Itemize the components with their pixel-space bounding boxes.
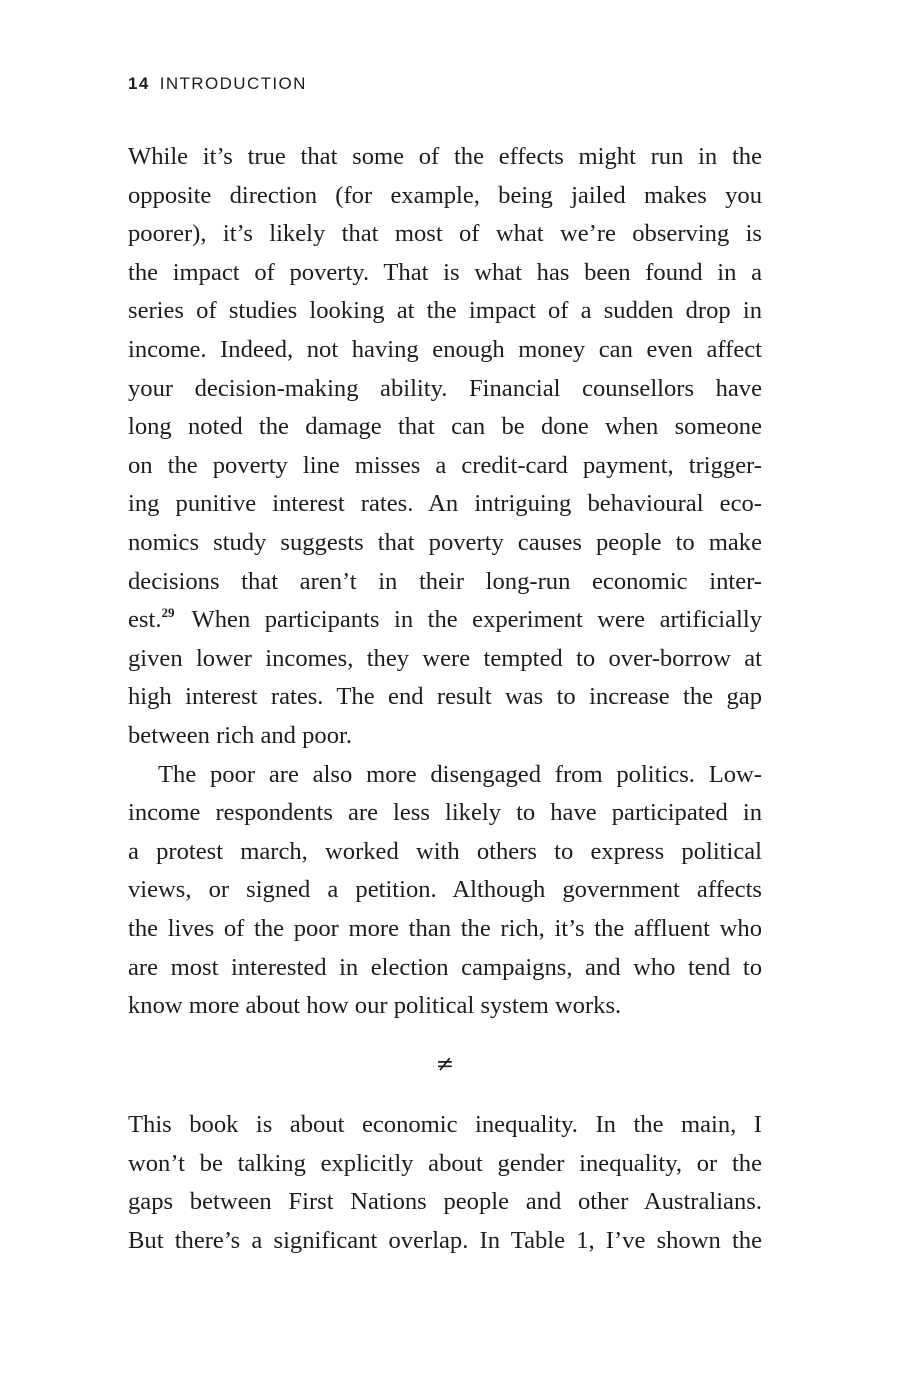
text-line: gaps between First Nations people and other Australians. [128, 1188, 762, 1216]
paragraph-1 [128, 138, 762, 756]
text-line: poorer), it’s likely that most of what we’re observing is [128, 220, 762, 248]
text-line: income respondents are less likely to have participated in [128, 799, 762, 827]
page-number: 14 [128, 74, 150, 93]
text-line: won’t be talking explicitly about gender inequality, or the [128, 1149, 762, 1177]
running-head [128, 74, 307, 94]
text-line: opposite direction (for example, being jailed makes you [128, 181, 762, 209]
text-line: the lives of the poor more than the rich, it’s the affluent who [128, 914, 762, 942]
section-break-ornament [0, 1052, 900, 1077]
paragraph-3 [128, 1106, 762, 1260]
text-line: high interest rates. The end result was to increase the gap [128, 683, 762, 711]
text-line: decisions that aren’t in their long-run economic inter- [128, 567, 762, 595]
text-line: given lower incomes, they were tempted to over-borrow at [128, 644, 762, 672]
line-prefix: est. [128, 606, 162, 634]
text-line: a protest march, worked with others to express political [128, 837, 762, 865]
text-line: But there’s a significant overlap. In Table 1, I’ve shown the [128, 1226, 762, 1254]
line-remainder: When participants in the experiment were artificially [177, 606, 762, 634]
not-equal-icon: ≠ [435, 1052, 455, 1077]
text-line: long noted the damage that can be done when someone [128, 413, 762, 441]
section-title: INTRODUCTION [159, 74, 307, 93]
text-line: on the poverty line misses a credit-card payment, trigger- [128, 451, 762, 479]
text-line: know more about how our political system works. [128, 992, 622, 1020]
text-line: are most interested in election campaigns, and who tend to [128, 953, 762, 981]
text-line-with-footnote [128, 601, 762, 640]
paragraph-2 [128, 756, 762, 1026]
text-line: nomics study suggests that poverty causes people to make [128, 528, 762, 556]
text-line: ing punitive interest rates. An intriguing behavioural eco- [128, 490, 762, 518]
text-line: This book is about economic inequality. In the main, I [128, 1111, 762, 1138]
text-line: your decision-making ability. Financial counsellors have [128, 374, 762, 402]
text-line: the impact of poverty. That is what has been found in a [128, 258, 762, 286]
text-line: series of studies looking at the impact of a sudden drop in [128, 297, 762, 325]
text-line: The poor are also more disengaged from politics. Low- [158, 760, 762, 788]
text-line: income. Indeed, not having enough money can even affect [128, 335, 762, 363]
text-line: views, or signed a petition. Although government affects [128, 876, 762, 904]
text-line: While it’s true that some of the effects might run in the [128, 143, 762, 170]
footnote-reference[interactable]: 29 [161, 605, 175, 621]
text-line: between rich and poor. [128, 721, 352, 749]
